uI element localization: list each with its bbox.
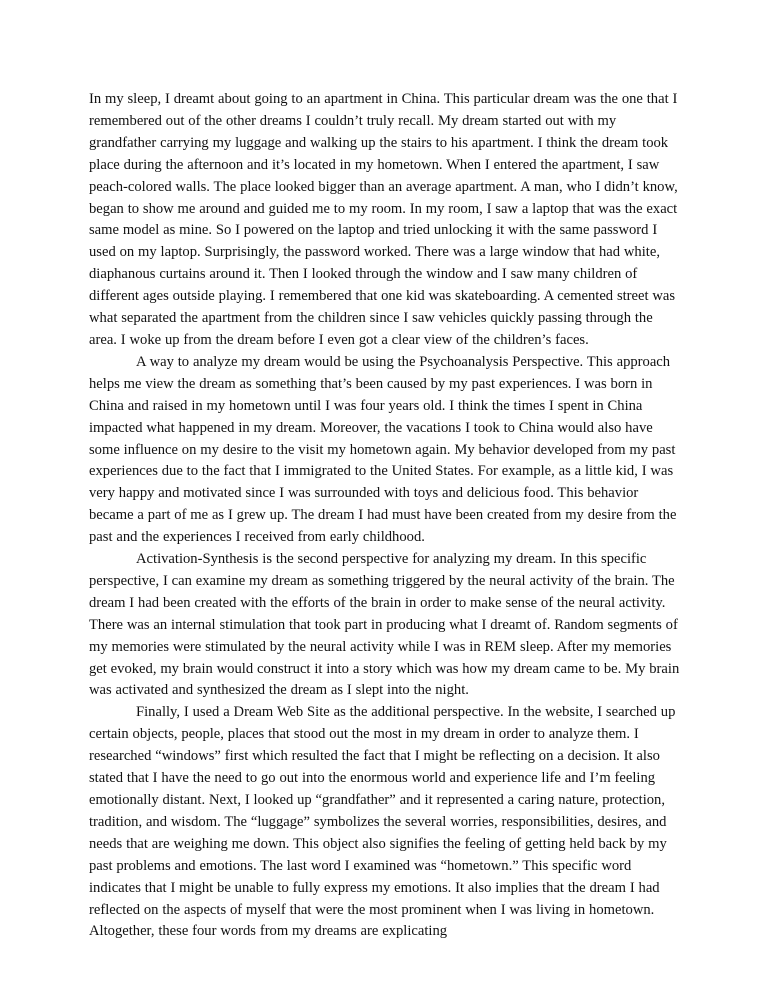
paragraph-activation-synthesis: Activation-Synthesis is the second perspective for analyzing my dream. In this specific perspective, I can examine my dream as something triggered by the neural activity of the brain. The dream I had been created with the efforts of the brain in order to make sense of the neural activity. There was an internal stimulation that took part in producing what I dreamt of. Random segments of my memories were stimulated by the neural activity while I was in REM sleep. After my memories get evoked, my brain would construct it into a story which was how my dream came to be. My brain was activated and synthesized the dream as I slept into the night. — [89, 551, 680, 699]
paragraph-psychoanalysis: A way to analyze my dream would be using the Psychoanalysis Perspective. This approach helps me view the dream as something that’s been caused by my past experiences. I was born in China and raised in my hometown until I was four years old. I think the times I spent in China impacted what happened in my dream. Moreover, the vacations I took to China would also have some influence on my desire to the visit my hometown again. My behavior developed from my past experiences due to the fact that I immigrated to the United States. For example, as a little kid, I was very happy and motivated since I was surrounded with toys and delicious food. This behavior became a part of me as I grew up. The dream I had must have been created from my desire from the past and the experiences I received from early childhood. — [89, 353, 677, 546]
paragraph-dream-website: Finally, I used a Dream Web Site as the additional perspective. In the website, I searched up certain objects, people, places that stood out the most in my dream in order to analyze them. I researched “windows” first which resulted the fact that I might be reflecting on a decision. It also stated that I have the need to go out into the enormous world and experience life and I’m feeling emotionally distant. Next, I looked up “grandfather” and it represented a caring nature, protection, tradition, and wisdom. The “luggage” symbolizes the several worries, responsibilities, desires, and needs that are weighing me down. This object also signifies the feeling of getting held back by my past problems and emotions. The last word I examined was “hometown.” This specific word indicates that I might be unable to fully express my emotions. It also implies that the dream I had reflected on the aspects of myself that were the most prominent when I was living in hometown. Altogether, these four words from my dreams are explicating — [89, 704, 676, 940]
paragraph-dream-description: In my sleep, I dreamt about going to an apartment in China. This particular dream was the one that I remembered out of the other dreams I couldn’t truly recall. My dream started out with my grandfather carrying my luggage and walking up the stairs to his apartment. I think the dream took place during the afternoon and it’s located in my hometown. When I entered the apartment, I saw peach-colored walls. The place looked bigger than an average apartment. A man, who I didn’t know, began to show me around and guided me to my room. In my room, I saw a laptop that was the exact same model as mine. So I powered on the laptop and tried unlocking it with the same password I used on my laptop. Surprisingly, the password worked. There was a large window that had white, diaphanous curtains around it. Then I looked through the window and I saw many children of different ages outside playing. I remembered that one kid was skateboarding. A cemented street was what separated the apartment from the children since I saw vehicles quickly passing through the area. I woke up from the dream before I even got a clear view of the children’s faces. — [89, 91, 678, 348]
document-body — [89, 89, 681, 943]
